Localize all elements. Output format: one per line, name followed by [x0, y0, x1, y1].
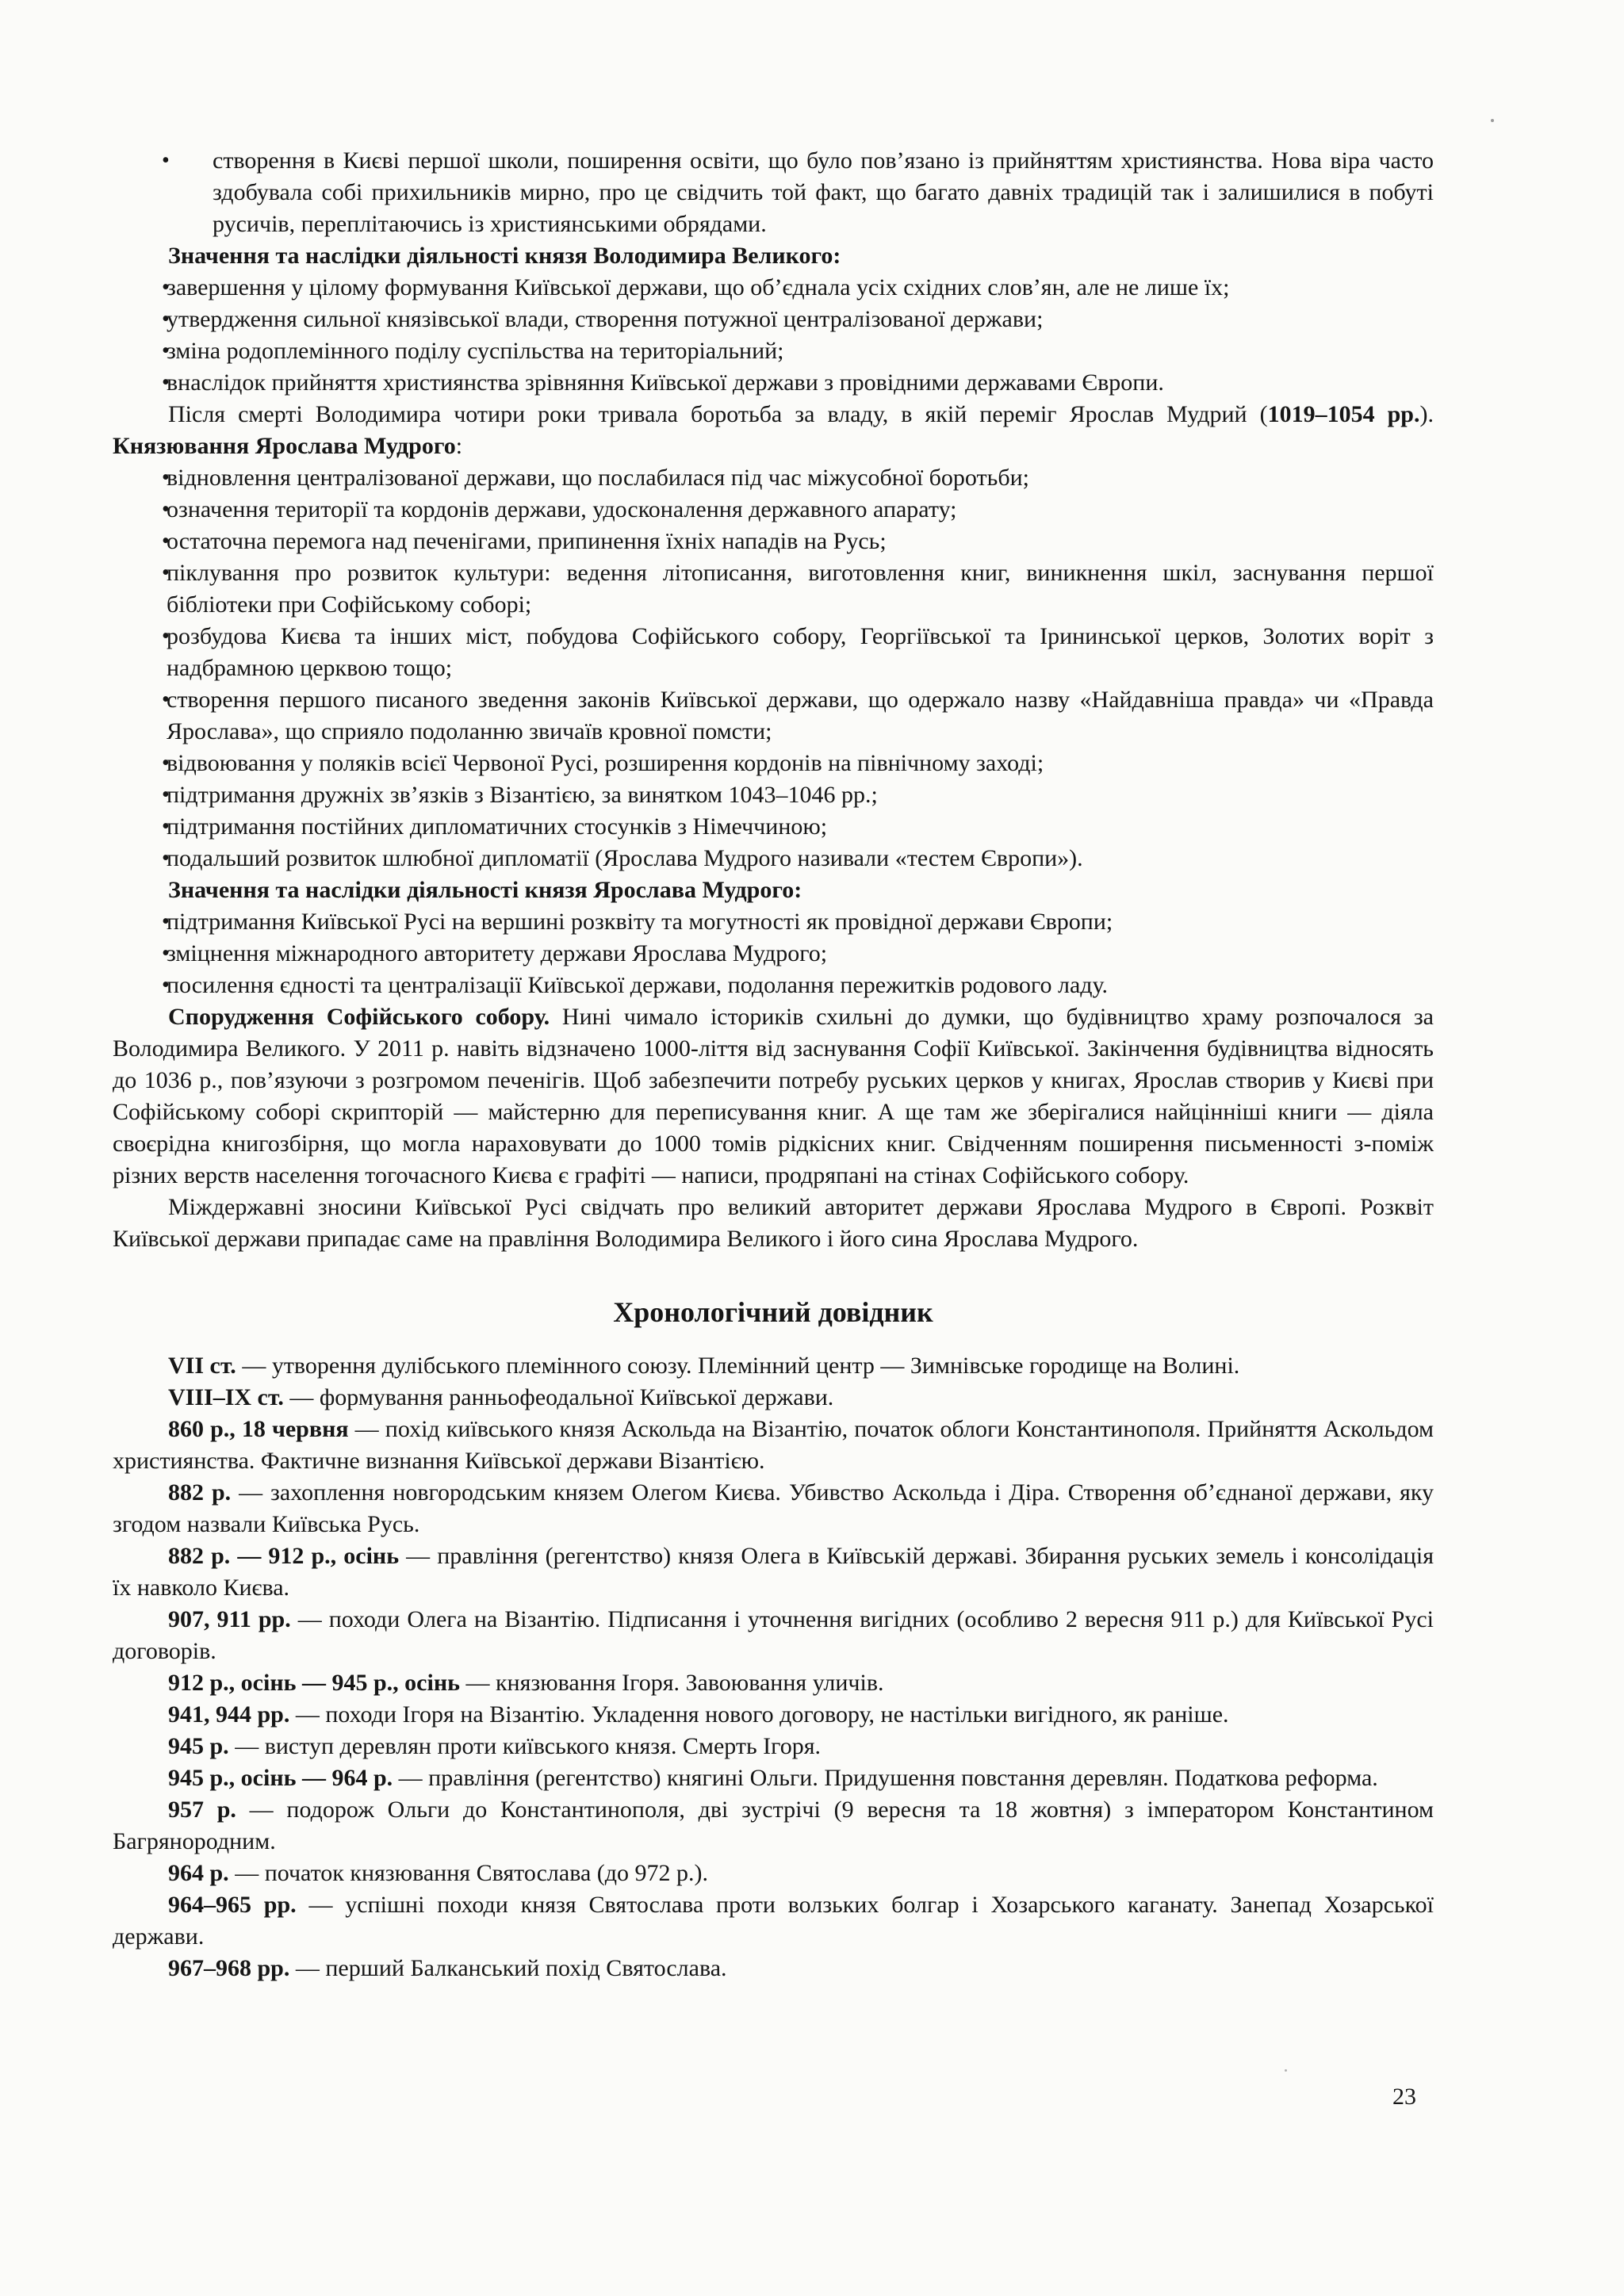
- bullet-item: • посилення єдності та централізації Київської держави, подолання пережитків родового ладу.: [113, 970, 1434, 1001]
- chronology-text: — князювання Ігоря. Завоювання уличів.: [459, 1670, 884, 1696]
- bullet-item: • підтримання Київської Русі на вершині розквіту та могутності як провідної держави Європи;: [113, 906, 1434, 938]
- bullet-item: • зміцнення міжнародного авторитету держави Ярослава Мудрого;: [113, 938, 1434, 970]
- chronology-text: — правління (регентство) княгині Ольги. Придушення повстання деревлян. Податкова реформа.: [393, 1765, 1378, 1791]
- page-number: 23: [1392, 2084, 1416, 2110]
- chronology-date: 882 р.: [168, 1479, 232, 1506]
- yaroslav-reign-heading: Князювання Ярослава Мудрого: [113, 433, 456, 459]
- chronology-entry: [113, 1889, 1434, 1953]
- chronology-entry: [113, 1858, 1434, 1889]
- chronology-date: 907, 911 рр.: [168, 1606, 291, 1632]
- chronology-entry: [113, 1540, 1434, 1604]
- chronology-date: 945 р., осінь — 964 р.: [168, 1765, 393, 1791]
- vlad-results-list: [113, 272, 1434, 399]
- chronology-text: — похід київського князя Аскольда на Візантію, початок облоги Константинополя. Прийняття Аскольдом християнства. Фактичне визнання Київської держави Візантією.: [113, 1416, 1434, 1474]
- chronology-date: 882 р. — 912 р., осінь: [168, 1543, 400, 1569]
- bullet-item: • подальший розвиток шлюбної дипломатії (Ярослава Мудрого називали «тестем Європи»).: [113, 843, 1434, 874]
- chronology-list: [113, 1350, 1434, 1984]
- chronology-text: — утворення дулібського племінного союзу. Племінний центр — Зимнівське городище на Волині.: [236, 1353, 1240, 1379]
- chronology-text: — подорож Ольги до Константинополя, дві зустрічі (9 вересня та 18 жовтня) з імператором Константином Багрянородним.: [113, 1797, 1434, 1854]
- yaroslav-results-list: [113, 906, 1434, 1001]
- bullet-item: • створення першого писаного зведення законів Київської держави, що одержало назву «Найдавніша правда» чи «Правда Ярослава», що сприяло подоланню звичаїв кровної помсти;: [113, 684, 1434, 748]
- scan-speck: [1285, 2069, 1287, 2072]
- intro-bullet-list: [113, 145, 1434, 240]
- bullet-item: • розбудова Києва та інших міст, побудова Софійського собору, Георгіївської та Ірининської церков, Золотих воріт з надбрамною церквою тощо;: [113, 621, 1434, 684]
- chronology-text: — перший Балканський похід Святослава.: [289, 1955, 727, 1981]
- chronology-entry: [113, 1699, 1434, 1731]
- chronology-date: 967–968 рр.: [168, 1955, 290, 1981]
- bullet-item: • внаслідок прийняття християнства зрівняння Київської держави з провідними державами Європи.: [113, 367, 1434, 399]
- chronology-date: 945 р.: [168, 1733, 229, 1759]
- chronology-text: — походи Ігоря на Візантію. Укладення нового договору, не настільки вигідного, як раніше.: [289, 1701, 1229, 1728]
- chronology-date: 964–965 рр.: [168, 1892, 297, 1918]
- chronology-entry: [113, 1350, 1434, 1382]
- scan-speck: [1491, 119, 1494, 122]
- chronology-text: — захоплення новгородським князем Олегом Києва. Убивство Аскольда і Діра. Створення об’єднаної держави, яку згодом назвали Київська Русь.: [113, 1479, 1434, 1537]
- bullet-item: • відвоювання у поляків всієї Червоної Русі, розширення кордонів на північному заході;: [113, 748, 1434, 779]
- chronology-entry: [113, 1414, 1434, 1477]
- chronology-text: — походи Олега на Візантію. Підписання і уточнення вигідних (особливо 2 вересня 911 р.) для Київської Русі договорів.: [113, 1606, 1434, 1664]
- yaroslav-results-heading: Значення та наслідки діяльності князя Ярослава Мудрого:: [168, 877, 802, 903]
- chronology-date: VII ст.: [168, 1353, 236, 1379]
- bullet-item: • підтримання постійних дипломатичних стосунків з Німеччиною;: [113, 811, 1434, 843]
- chronology-date: VIII–IX ст.: [168, 1384, 284, 1410]
- chronology-entry: [113, 1731, 1434, 1762]
- bullet-item: • піклування про розвиток культури: ведення літописання, виготовлення книг, виникнення шкіл, заснування першої бібліотеки при Софійському соборі;: [113, 557, 1434, 621]
- succession-text: Після смерті Володимира чотири роки тривала боротьба за владу, в якій переміг Ярослав Мудрий (: [168, 401, 1268, 427]
- chronology-entry: [113, 1667, 1434, 1699]
- chronology-text: — виступ деревлян проти київського князя. Смерть Ігоря.: [228, 1733, 821, 1759]
- chronology-date: 941, 944 рр.: [168, 1701, 290, 1728]
- chronology-entry: [113, 1953, 1434, 1984]
- sophia-text: Нині чимало істориків схильні до думки, що будівництво храму розпочалося за Володимира Великого. У 2011 р. навіть відзначено 1000-ліття від заснування Софії Київської. Закінчення будівництва відносять до 1036 р., пов’язуючи з розгромом печенігів. Щоб забезпечити потребу руських церков у книгах, Ярослав створив у Києві при Софійському соборі скрипторій — майстерню для переписування книг. А ще там же зберігалися найцінніші книги — діяла своєрідна книгозбірня, що могла нараховувати до 1000 томів рідкісних книг. Свідченням поширення письменності з-поміж різних верств населення тогочасного Києва є графіті — написи, продряпані на стінах Софійського собору.: [113, 1004, 1434, 1188]
- chronology-date: 964 р.: [168, 1860, 229, 1886]
- yaroslav-reign-list: [113, 462, 1434, 874]
- bullet-item: • завершення у цілому формування Київської держави, що об’єднала усіх східних слов’ян, але не лише їх;: [113, 272, 1434, 304]
- succession-sep: ).: [1419, 401, 1434, 427]
- sophia-paragraph: [113, 1001, 1434, 1192]
- chronology-text: — успішні походи князя Святослава проти волзьких болгар і Хозарського каганату. Занепад Хозарської держави.: [113, 1892, 1434, 1950]
- succession-years: 1019–1054 рр.: [1267, 401, 1420, 427]
- chronology-entry: [113, 1762, 1434, 1794]
- sophia-lead: Спорудження Софійського собору.: [168, 1004, 550, 1030]
- chronology-entry: [113, 1604, 1434, 1667]
- bullet-item: • створення в Києві першої школи, поширення освіти, що було пов’язано із прийняттям християнства. Нова віра часто здобувала собі прихильників мирно, про це свідчить той факт, що багато давніх традицій так і залишилися в побуті русичів, переплітаючись із християнськими обрядами.: [113, 145, 1434, 240]
- chronology-date: 860 р., 18 червня: [168, 1416, 349, 1442]
- page-content: [113, 145, 1434, 1984]
- chronology-text: — формування ранньофеодальної Київської держави.: [283, 1384, 834, 1410]
- chronology-entry: [113, 1477, 1434, 1540]
- vlad-results-heading: Значення та наслідки діяльності князя Володимира Великого:: [168, 243, 841, 269]
- chronology-entry: [113, 1382, 1434, 1414]
- chronology-text: — початок князювання Святослава (до 972 р.).: [228, 1860, 709, 1886]
- chronology-title: Хронологічний довідник: [613, 1296, 933, 1328]
- chronology-date: 912 р., осінь — 945 р., осінь: [168, 1670, 460, 1696]
- bullet-item: • зміна родоплемінного поділу суспільства на територіальний;: [113, 335, 1434, 367]
- relations-paragraph: Міждержавні зносини Київської Русі свідчать про великий авторитет держави Ярослава Мудрого в Європі. Розквіт Київської держави припадає саме на правління Володимира Великого і його сина Ярослава Мудрого.: [113, 1194, 1434, 1252]
- succession-colon: :: [455, 433, 463, 459]
- bullet-item: • остаточна перемога над печенігами, припинення їхніх нападів на Русь;: [113, 526, 1434, 557]
- bullet-item: • означення території та кордонів держави, удосконалення державного апарату;: [113, 494, 1434, 526]
- chronology-entry: [113, 1794, 1434, 1858]
- chronology-date: 957 р.: [168, 1797, 236, 1823]
- chronology-text: — правління (регентство) князя Олега в Київській державі. Збирання руських земель і консолідація їх навколо Києва.: [113, 1543, 1434, 1601]
- bullet-item: • утвердження сильної князівської влади, створення потужної централізованої держави;: [113, 304, 1434, 335]
- succession-paragraph: [113, 399, 1434, 462]
- bullet-item: • підтримання дружніх зв’язків з Візантією, за винятком 1043–1046 рр.;: [113, 779, 1434, 811]
- bullet-item: • відновлення централізованої держави, що послабилася під час міжусобної боротьби;: [113, 462, 1434, 494]
